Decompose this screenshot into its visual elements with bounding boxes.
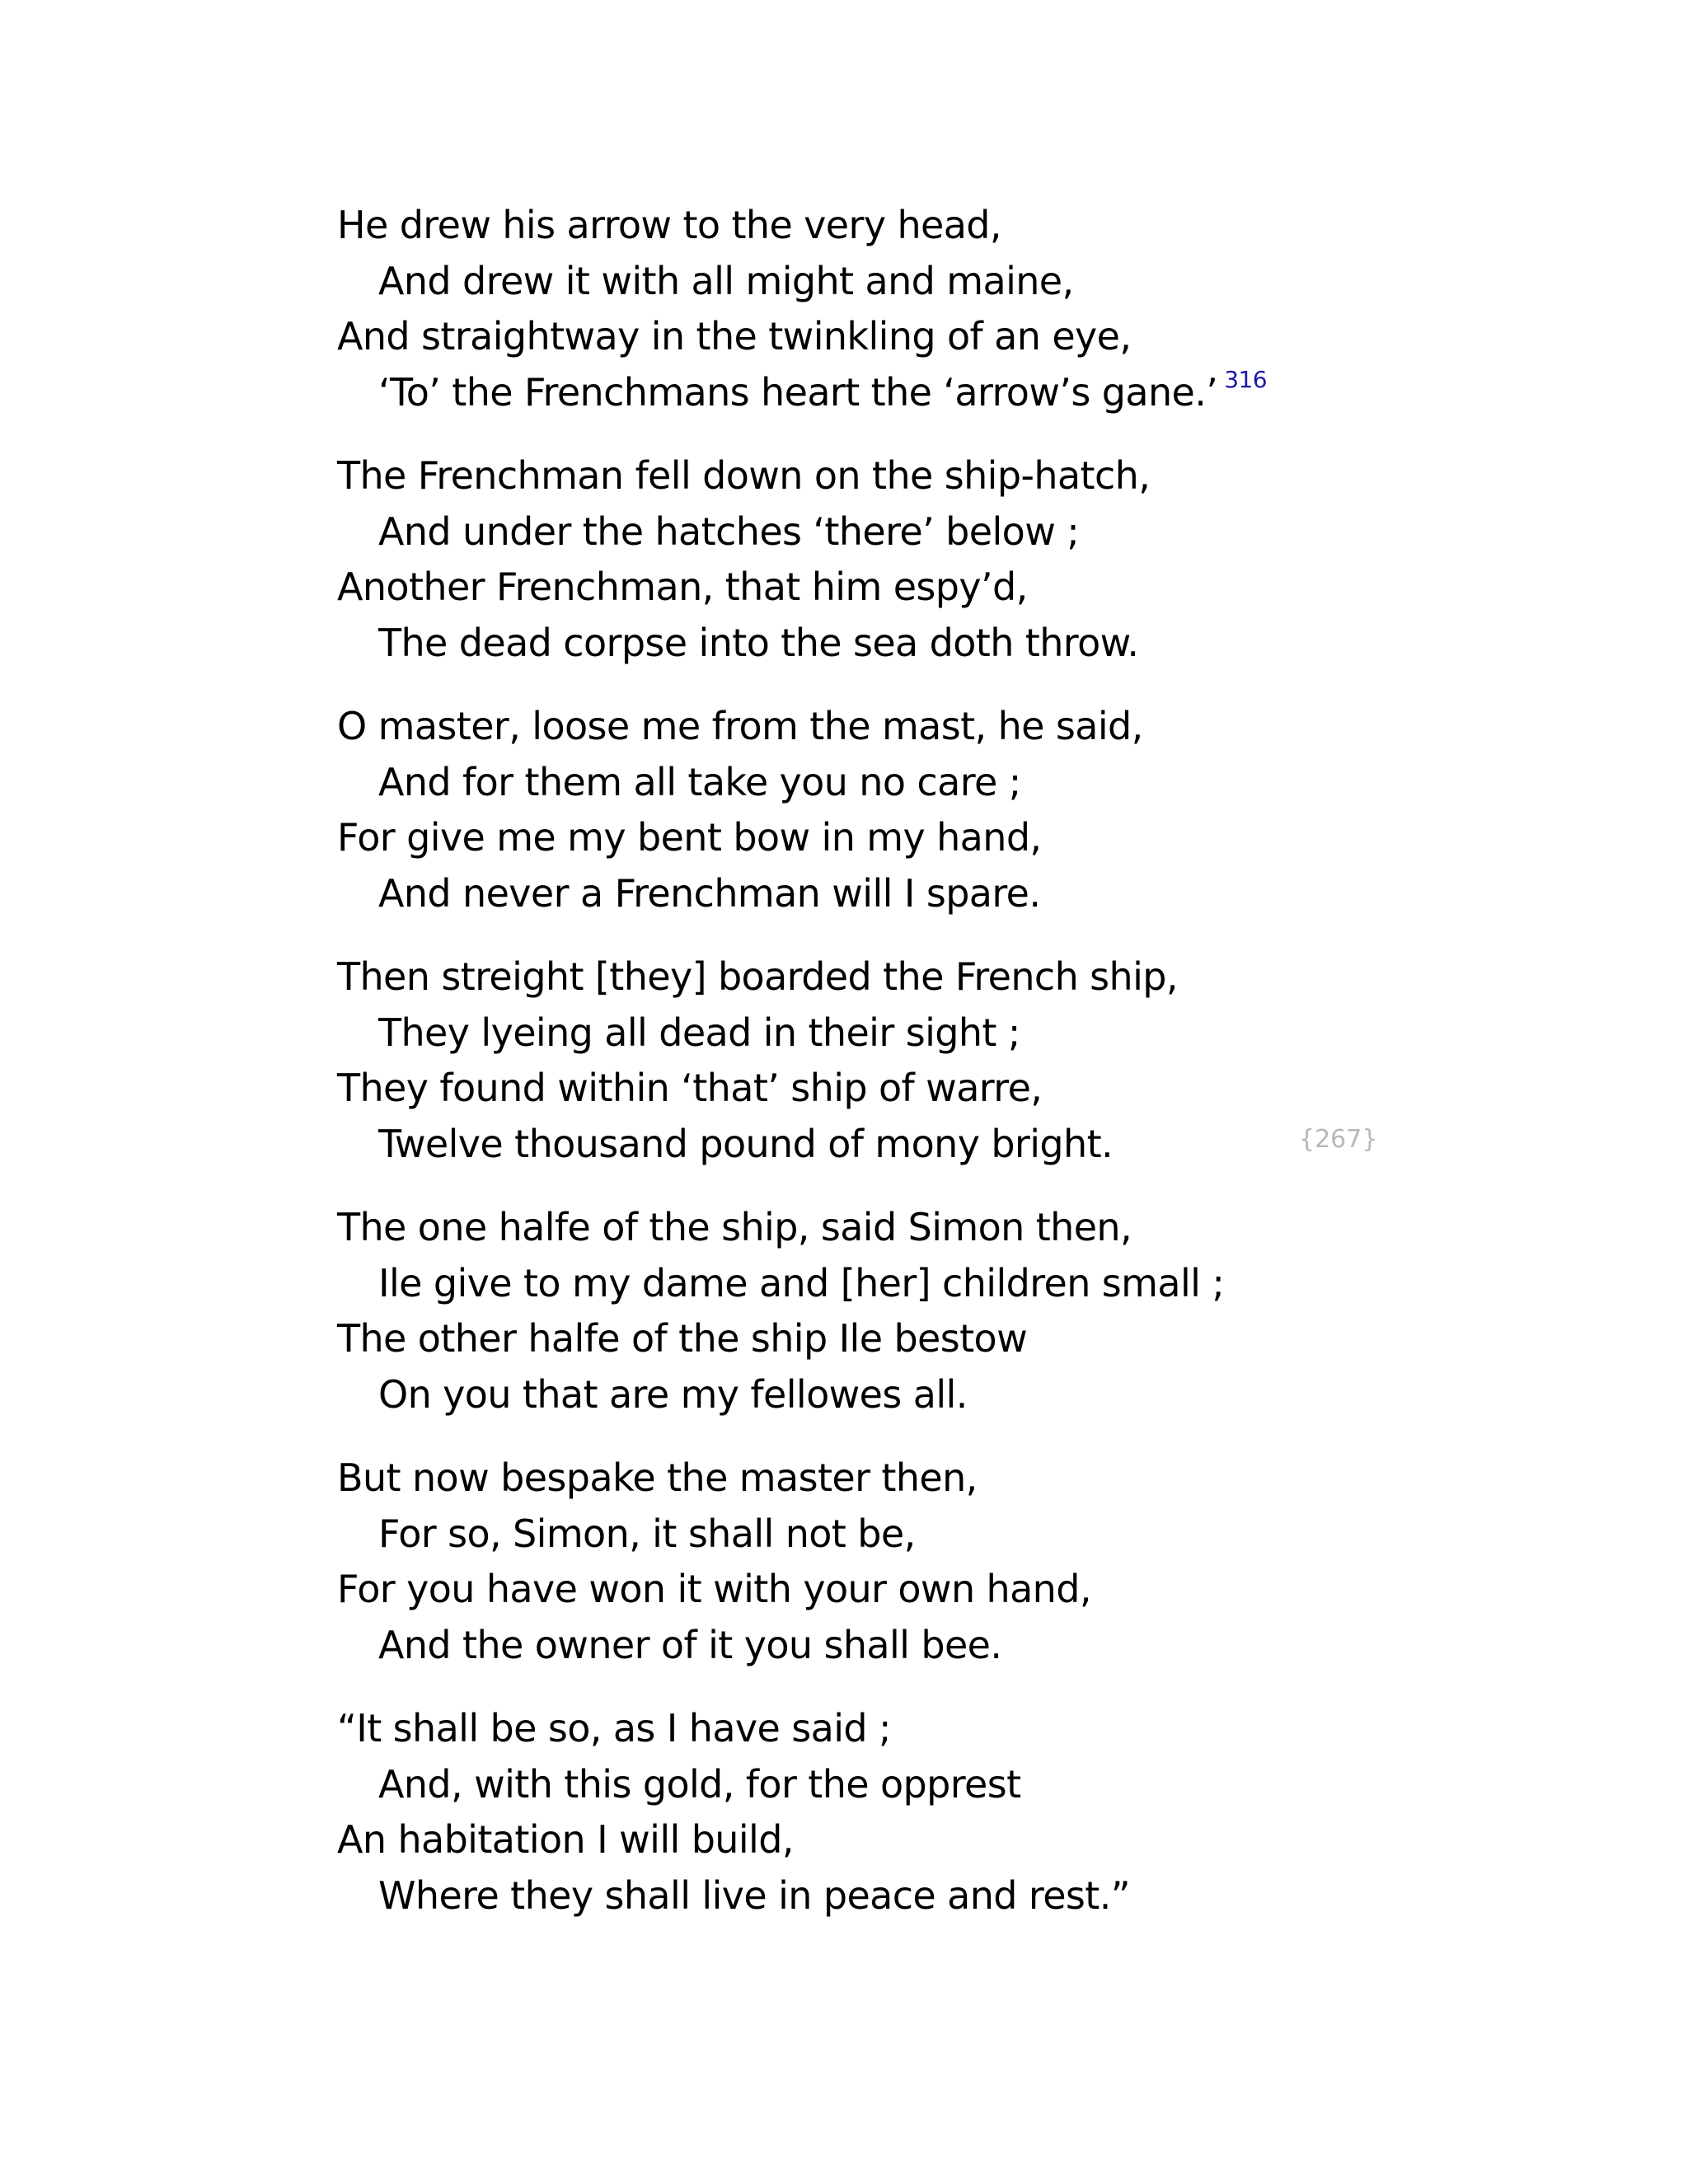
poem-line: Twelve thousand pound of mony bright. xyxy=(378,1121,1114,1166)
poem-line: The one halfe of the ship, said Simon then, xyxy=(337,1205,1132,1249)
poem-line: Where they shall live in peace and rest.” xyxy=(378,1872,1130,1918)
poem-line: He drew his arrow to the very head, xyxy=(337,203,1001,247)
poem xyxy=(337,198,1409,1952)
poem-line: They found within ‘that’ ship of warre, xyxy=(337,1066,1043,1110)
poem-line: And for them all take you no care ; xyxy=(378,759,1021,804)
poem-line: Then streight [they] boarded the French ship, xyxy=(337,954,1178,999)
poem-line: They lyeing all dead in their sight ; xyxy=(378,1010,1020,1055)
stanza-6 xyxy=(337,1451,1409,1673)
poem-line: And, with this gold, for the opprest xyxy=(378,1761,1021,1807)
stanza-5 xyxy=(337,1200,1409,1422)
stanza-7 xyxy=(337,1701,1409,1924)
poem-line: And the owner of it you shall bee. xyxy=(378,1622,1002,1667)
poem-line: For give me my bent bow in my hand, xyxy=(337,815,1042,860)
poem-line-text: ‘To’ the Frenchmans heart the ‘arrow’s gane.’ xyxy=(378,369,1218,415)
poem-line: For you have won it with your own hand, xyxy=(337,1567,1091,1611)
poem-line: And straightway in the twinkling of an eye, xyxy=(337,314,1132,359)
poem-line: O master, loose me from the mast, he said, xyxy=(337,704,1143,748)
poem-line: The other halfe of the ship Ile bestow xyxy=(337,1316,1028,1361)
poem-line: An habitation I will build, xyxy=(337,1817,794,1862)
poem-line: The dead corpse into the sea doth throw. xyxy=(378,620,1139,665)
poem-line: The Frenchman fell down on the ship-hatch, xyxy=(337,453,1151,498)
poem-line: But now bespake the master then, xyxy=(337,1455,978,1500)
poem-line: For so, Simon, it shall not be, xyxy=(378,1511,916,1556)
stanza-2 xyxy=(337,448,1409,671)
page-number: {267} xyxy=(1299,1125,1378,1154)
poem-line: “It shall be so, as I have said ; xyxy=(337,1706,891,1750)
poem-line: Another Frenchman, that him espy’d, xyxy=(337,565,1028,609)
poem-line-with-footnote xyxy=(337,365,1409,421)
poem-line: And under the hatches ‘there’ below ; xyxy=(378,509,1080,554)
stanza-4 xyxy=(337,949,1409,1172)
poem-line: And drew it with all might and maine, xyxy=(378,258,1074,303)
footnote-link[interactable]: 316 xyxy=(1224,365,1267,393)
poem-line: And never a Frenchman will I spare. xyxy=(378,870,1041,916)
stanza-1 xyxy=(337,198,1409,420)
stanza-3 xyxy=(337,699,1409,921)
poem-line: On you that are my fellowes all. xyxy=(378,1371,968,1417)
poem-line: Ile give to my dame and [her] children small ; xyxy=(378,1260,1225,1305)
